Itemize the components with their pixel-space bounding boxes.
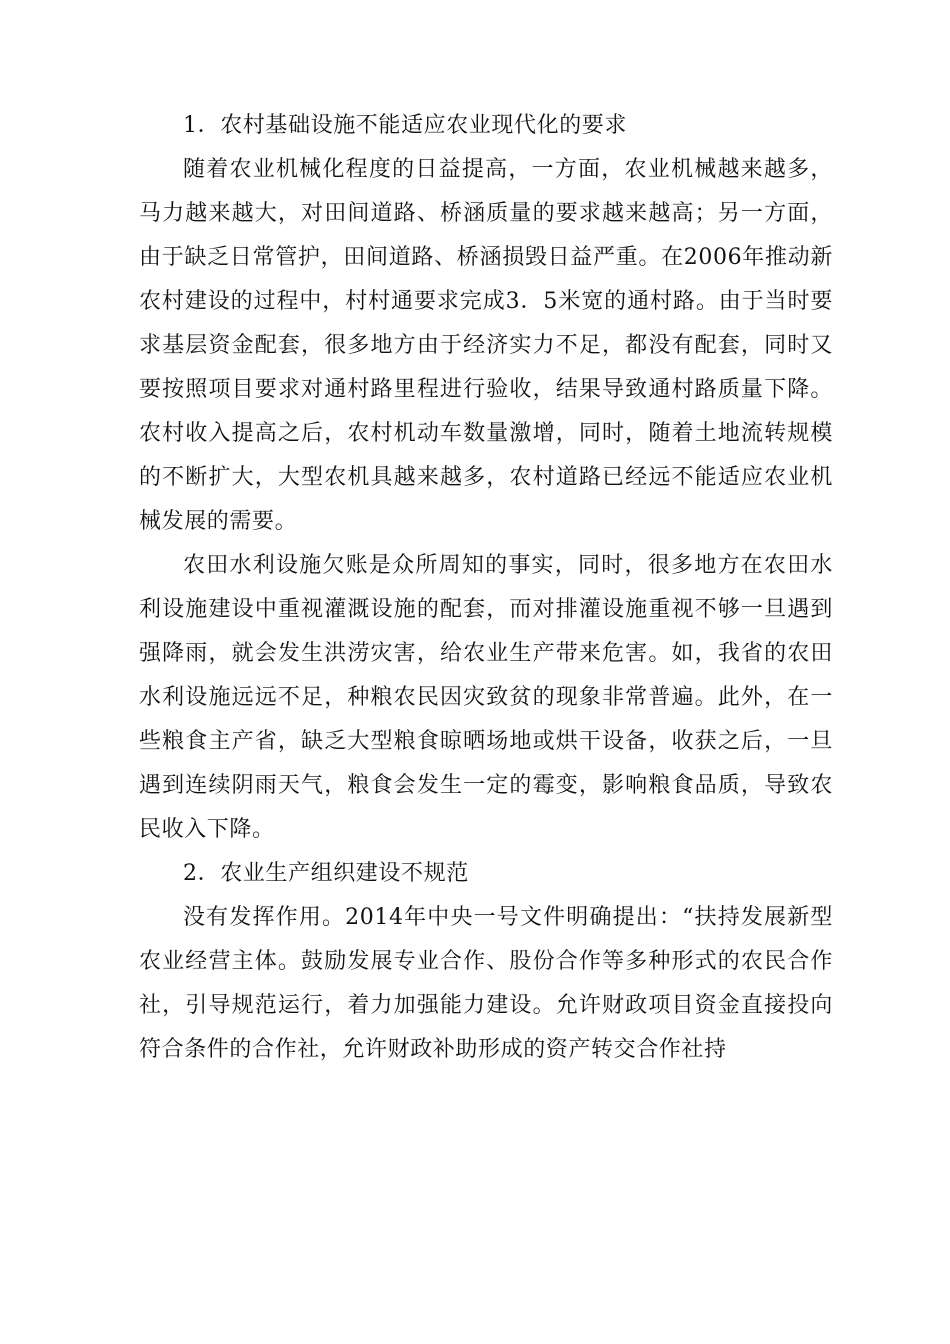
body-paragraph-2: 农田水利设施欠账是众所周知的事实，同时，很多地方在农田水利设施建设中重视灌溉设施的配套，而对排灌设施重视不够一旦遇到强降雨，就会发生洪涝灾害，给农业生产带来危害。如，我省的农田水利设施远远不足，种粮农民因灾致贫的现象非常普遍。此外，在一些粮食主产省，缺乏大型粮食晾晒场地或烘干设备，收获之后，一旦遇到连续阴雨天气，粮食会发生一定的霉变，影响粮食品质，导致农民收入下降。 [139,553,833,842]
body-paragraph-3: 没有发挥作用。2014年中央一号文件明确提出：“扶持发展新型农业经营主体。鼓励发展专业合作、股份合作等多种形式的农民合作社，引导规范运行，着力加强能力建设。允许财政项目资金直接投向符合条件的合作社，允许财政补助形成的资产转交合作社持 [139,905,833,1062]
document-body [139,104,833,1072]
section-heading-1: 1．农村基础设施不能适应农业现代化的要求 [183,113,627,138]
body-paragraph-1: 随着农业机械化程度的日益提高，一方面，农业机械越来越多，马力越来越大，对田间道路、桥涵质量的要求越来越高；另一方面，由于缺乏日常管护，田间道路、桥涵损毁日益严重。在2006年推动新农村建设的过程中，村村通要求完成3．5米宽的通村路。由于当时要求基层资金配套，很多地方由于经济实力不足，都没有配套，同时又要按照项目要求对通村路里程进行验收，结果导致通村路质量下降。农村收入提高之后，农村机动车数量激增，同时，随着土地流转规模的不断扩大，大型农机具越来越多，农村道路已经远不能适应农业机械发展的需要。 [139,157,833,534]
section-heading-2: 2．农业生产组织建设不规范 [183,861,469,886]
